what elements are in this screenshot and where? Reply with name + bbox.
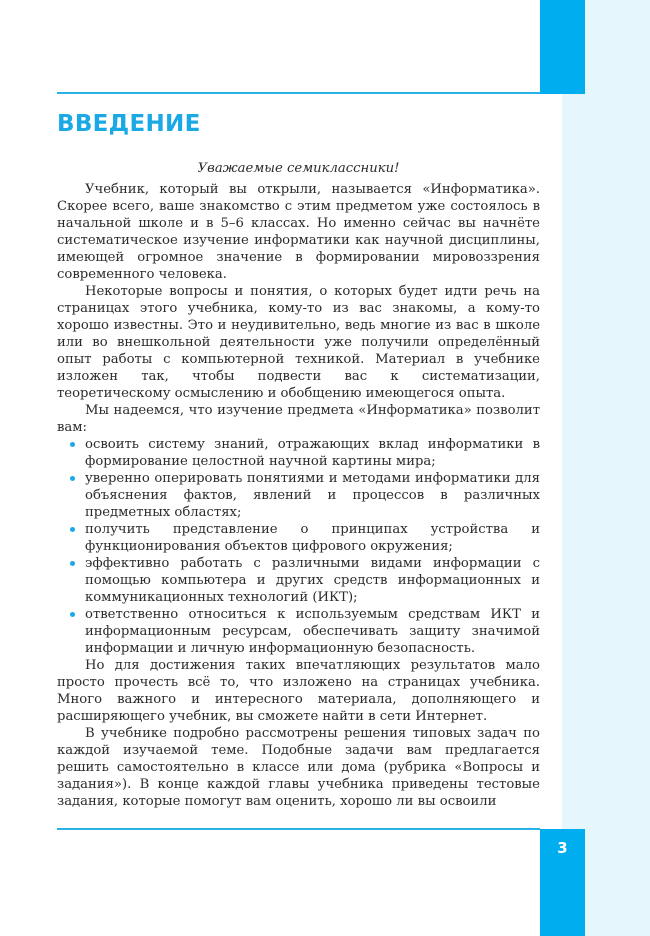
list-item xyxy=(57,470,540,521)
list-item-text: уверенно оперировать понятиями и методами информатики для объяснения фактов, явлений и процессов в различных предметных областях; xyxy=(85,471,540,520)
header-tab xyxy=(540,0,585,94)
list-item xyxy=(57,606,540,657)
paragraph: В учебнике подробно рассмотрены решения типовых задач по каждой изучаемой теме. Подобные задачи вам предлагается решить самостоятельно в классе или дома (рубрика «Вопросы и задания»). В конце каждой главы учебника приведены тестовые задания, которые помогут вам оценить, хорошо ли вы освоили xyxy=(57,726,540,809)
margin-strip-bottom xyxy=(585,829,650,936)
paragraph: Мы надеемся, что изучение предмета «Информатика» позволит вам: xyxy=(57,403,540,435)
paragraph: Но для достижения таких впечатляющих результатов мало просто прочесть всё то, что изложено на страницах учебника. Много важного и интересного материала, дополняющего и расширяющего учебник, вы сможете найти в сети Интернет. xyxy=(57,658,540,724)
bullet-icon xyxy=(70,476,75,481)
page-body xyxy=(57,160,540,810)
bullet-icon xyxy=(70,527,75,532)
list-item-text: эффективно работать с различными видами информации с помощью компьютера и других средств информационных и коммуникационных технологий (ИКТ); xyxy=(85,556,540,605)
bullet-icon xyxy=(70,612,75,617)
list-item xyxy=(57,436,540,470)
footer-rule xyxy=(57,828,540,830)
paragraph: Учебник, который вы открыли, называется «Информатика». Скорее всего, ваше знакомство с этим предметом уже состоялось в начальной школе и в 5–6 классах. Но именно сейчас вы начнёте систематическое изучение информатики как научной дисциплины, имеющей огромное значение в формировании мировоззрения современного человека. xyxy=(57,182,540,282)
list-item-text: освоить систему знаний, отражающих вклад информатики в формирование целостной научной картины мира; xyxy=(85,437,540,469)
list-item xyxy=(57,555,540,606)
margin-strip xyxy=(562,94,650,829)
margin-strip-top xyxy=(585,0,650,94)
chapter-title: ВВЕДЕНИЕ xyxy=(57,111,201,137)
bullet-icon xyxy=(70,561,75,566)
page-number: 3 xyxy=(557,839,568,857)
bullet-icon xyxy=(70,442,75,447)
greeting: Уважаемые семиклассники! xyxy=(197,161,400,176)
paragraph: Некоторые вопросы и понятия, о которых будет идти речь на страницах этого учебника, кому-то из вас знакомы, а кому-то хорошо известны. Это и неудивительно, ведь многие из вас в школе или во внешкольной деятельности уже получили определённый опыт работы с компьютерной техникой. Материал в учебнике изложен так, чтобы подвести вас к систематизации, теоретическому осмыслению и обобщению имеющегося опыта. xyxy=(57,284,540,401)
list-item-text: ответственно относиться к используемым средствам ИКТ и информационным ресурсам, обеспечивать защиту значимой информации и личную информационную безопасность. xyxy=(85,607,540,656)
header-rule xyxy=(57,92,540,94)
goals-list xyxy=(57,436,540,657)
list-item-text: получить представление о принципах устройства и функционирования объектов цифрового окружения; xyxy=(85,522,540,554)
list-item xyxy=(57,521,540,555)
